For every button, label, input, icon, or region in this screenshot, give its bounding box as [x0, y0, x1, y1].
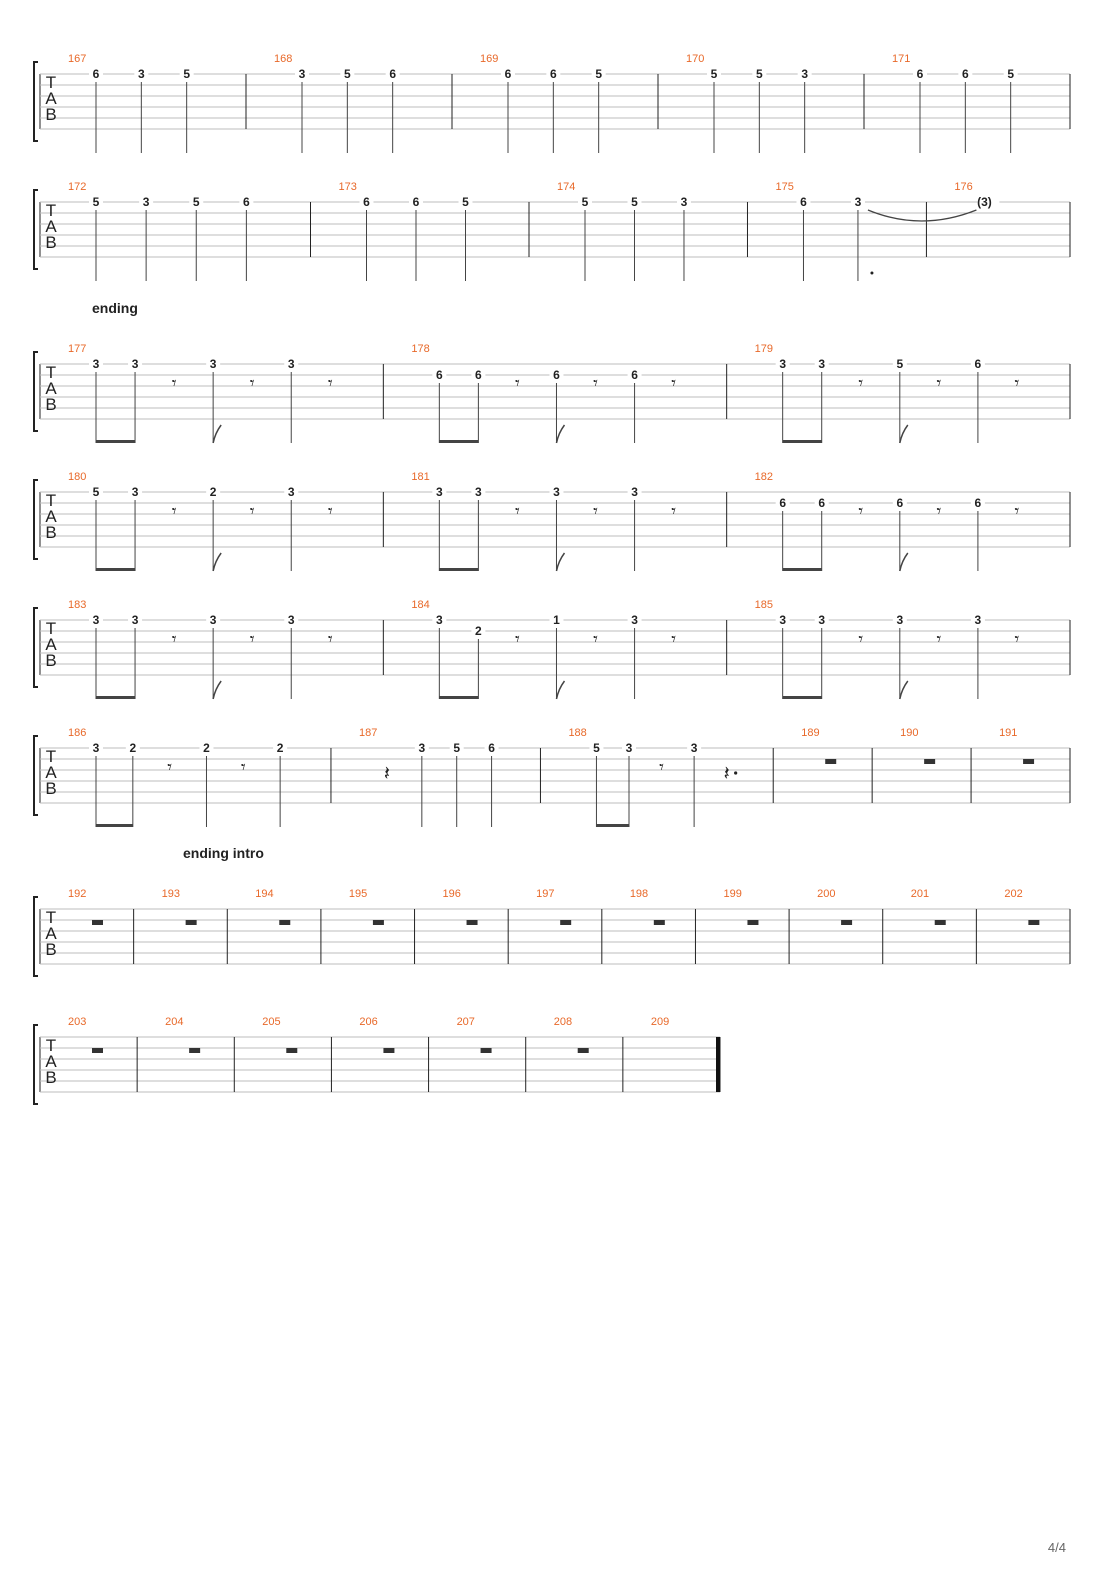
- fret-number: 3: [131, 357, 139, 371]
- fret-number: 6: [488, 741, 495, 755]
- fret-number: 3: [287, 485, 295, 499]
- measure-number: 185: [754, 599, 774, 611]
- multi-beat-rest: [373, 920, 384, 925]
- tab-system: [34, 471, 1070, 571]
- eighth-rest: 𝄾: [515, 501, 520, 522]
- eighth-rest: 𝄾: [858, 501, 864, 522]
- fret-number: 2: [203, 741, 210, 755]
- eighth-rest: 𝄾: [171, 629, 177, 650]
- fret-number: 3: [92, 741, 100, 755]
- multi-beat-rest: [189, 1048, 200, 1053]
- measure-number: 198: [629, 888, 649, 900]
- fret-number: 3: [553, 485, 560, 499]
- tab-clef-letter: A: [45, 635, 57, 654]
- measure-number: 201: [910, 888, 930, 900]
- multi-beat-rest: [383, 1048, 394, 1053]
- tab-system: [34, 181, 1070, 281]
- measure-number: 193: [161, 888, 180, 900]
- multi-beat-rest: [560, 920, 571, 925]
- tab-clef-letter: T: [45, 908, 57, 927]
- measure-number: 174: [556, 181, 576, 193]
- section-label: ending intro: [183, 845, 264, 861]
- eighth-rest: 𝄾: [671, 629, 677, 650]
- eighth-flag: [556, 553, 564, 571]
- measure-number: 173: [338, 181, 357, 193]
- tab-clef-letter: B: [45, 523, 57, 542]
- eighth-rest: 𝄾: [171, 373, 177, 394]
- tab-system: [34, 300, 1070, 443]
- fret-number: 3: [435, 613, 443, 627]
- beam: [96, 440, 135, 443]
- fret-number: 6: [916, 67, 924, 81]
- eighth-flag: [900, 553, 908, 571]
- measure-number: 197: [536, 888, 555, 900]
- tab-clef-letter: B: [45, 651, 57, 670]
- fret-number: 6: [779, 496, 787, 510]
- multi-beat-rest: [1023, 759, 1034, 764]
- tie: [868, 210, 976, 221]
- fret-number: 3: [142, 195, 150, 209]
- page-number: 4/4: [1047, 1540, 1066, 1555]
- fret-number: 6: [92, 67, 100, 81]
- fret-number: 6: [435, 368, 443, 382]
- eighth-rest: 𝄾: [171, 501, 177, 522]
- eighth-rest: 𝄾: [249, 501, 255, 522]
- fret-number: 5: [593, 741, 600, 755]
- tab-clef-letter: B: [45, 1068, 57, 1087]
- fret-number: 1: [553, 613, 560, 627]
- final-barline: [716, 1037, 720, 1092]
- tab-system: [34, 727, 1070, 827]
- fret-number: 3: [209, 613, 217, 627]
- system-bracket: [34, 1025, 38, 1104]
- multi-beat-rest: [825, 759, 836, 764]
- tab-clef-letter: T: [45, 363, 57, 382]
- fret-number: 6: [412, 195, 420, 209]
- system-bracket: [34, 480, 38, 559]
- measure-number: 171: [892, 53, 911, 65]
- fret-number: 2: [475, 624, 482, 638]
- eighth-rest: 𝄾: [936, 629, 942, 650]
- system-bracket: [34, 352, 38, 431]
- fret-number: 5: [343, 67, 351, 81]
- measure-number: 199: [723, 888, 742, 900]
- system-bracket: [34, 608, 38, 687]
- measure-number: 170: [686, 53, 705, 65]
- fret-number: 6: [974, 357, 982, 371]
- eighth-rest: 𝄾: [515, 629, 520, 650]
- fret-number: 3: [896, 613, 904, 627]
- tab-clef-letter: T: [45, 1036, 57, 1055]
- fret-number: 3: [801, 67, 809, 81]
- tab-clef-letter: B: [45, 940, 57, 959]
- eighth-rest: 𝄾: [327, 629, 333, 650]
- beam: [783, 440, 822, 443]
- eighth-rest: 𝄾: [327, 501, 333, 522]
- tab-clef-letter: A: [45, 379, 57, 398]
- beam: [783, 696, 822, 699]
- eighth-rest: 𝄾: [858, 629, 864, 650]
- multi-beat-rest: [935, 920, 946, 925]
- measure-number: 206: [359, 1016, 378, 1028]
- measure-number: 200: [817, 888, 836, 900]
- fret-number: 3: [974, 613, 982, 627]
- measure-number: 169: [480, 53, 499, 65]
- eighth-flag: [213, 553, 221, 571]
- fret-number: 3: [137, 67, 145, 81]
- fret-number: 2: [129, 741, 137, 755]
- eighth-flag: [556, 681, 564, 699]
- measure-number: 172: [68, 181, 87, 193]
- fret-number: 3: [435, 485, 443, 499]
- fret-number: 3: [625, 741, 633, 755]
- fret-number: 6: [389, 67, 397, 81]
- multi-beat-rest: [578, 1048, 589, 1053]
- fret-number: 3: [92, 613, 100, 627]
- tab-clef-letter: B: [45, 105, 57, 124]
- eighth-rest: 𝄾: [249, 373, 255, 394]
- tab-clef-letter: T: [45, 619, 57, 638]
- beam: [439, 568, 478, 571]
- measure-number: 177: [68, 343, 87, 355]
- eighth-rest: 𝄾: [240, 757, 246, 778]
- eighth-flag: [900, 425, 908, 443]
- eighth-rest: 𝄾: [659, 757, 664, 778]
- fret-number: 3: [690, 741, 698, 755]
- fret-number: 6: [631, 368, 638, 382]
- fret-number: 5: [192, 195, 200, 209]
- system-bracket: [34, 190, 38, 269]
- beam: [96, 824, 133, 827]
- measure-number: 207: [456, 1016, 475, 1028]
- fret-number: (3): [977, 195, 992, 209]
- section-label: ending: [92, 300, 138, 316]
- multi-beat-rest: [747, 920, 758, 925]
- measure-number: 175: [775, 181, 794, 193]
- measure-number: 183: [68, 599, 87, 611]
- fret-number: 3: [287, 357, 295, 371]
- measure-number: 194: [255, 888, 274, 900]
- tab-clef-letter: T: [45, 491, 57, 510]
- measure-number: 179: [754, 343, 774, 355]
- multi-beat-rest: [92, 1048, 103, 1053]
- fret-number: 6: [961, 67, 969, 81]
- fret-number: 3: [418, 741, 426, 755]
- measure-number: 184: [411, 599, 430, 611]
- measure-number: 182: [754, 471, 774, 483]
- fret-number: 3: [779, 357, 787, 371]
- tab-clef-letter: A: [45, 217, 57, 236]
- fret-number: 3: [680, 195, 688, 209]
- measure-number: 192: [68, 888, 87, 900]
- beam: [596, 824, 629, 827]
- eighth-rest: 𝄾: [1014, 373, 1020, 394]
- beam: [783, 568, 822, 571]
- tab-clef-letter: T: [45, 201, 57, 220]
- beam: [439, 440, 478, 443]
- tab-clef-letter: A: [45, 1052, 57, 1071]
- measure-number: 186: [68, 727, 87, 739]
- eighth-rest: 𝄾: [515, 373, 520, 394]
- measure-number: 196: [442, 888, 461, 900]
- fret-number: 6: [818, 496, 826, 510]
- eighth-rest: 𝄾: [936, 373, 942, 394]
- tab-system: [34, 1016, 720, 1104]
- fret-number: 5: [462, 195, 469, 209]
- fret-number: 6: [363, 195, 370, 209]
- eighth-rest: 𝄾: [671, 373, 677, 394]
- fret-number: 5: [581, 195, 589, 209]
- duration-dot: [870, 272, 873, 275]
- fret-number: 3: [92, 357, 100, 371]
- tab-clef-letter: T: [45, 73, 57, 92]
- measure-number: 178: [411, 343, 430, 355]
- eighth-rest: 𝄾: [327, 373, 333, 394]
- tab-clef-letter: A: [45, 507, 57, 526]
- fret-number: 3: [209, 357, 217, 371]
- fret-number: 5: [1007, 67, 1015, 81]
- fret-number: 2: [209, 485, 217, 499]
- eighth-rest: 𝄾: [167, 757, 173, 778]
- system-bracket: [34, 62, 38, 141]
- eighth-rest: 𝄾: [858, 373, 864, 394]
- eighth-rest: 𝄾: [249, 629, 255, 650]
- tab-system: [34, 845, 1070, 976]
- fret-number: 5: [92, 195, 100, 209]
- system-bracket: [34, 736, 38, 815]
- measure-number: 208: [553, 1016, 573, 1028]
- fret-number: 5: [183, 67, 191, 81]
- fret-number: 6: [549, 67, 557, 81]
- measure-number: 188: [568, 727, 587, 739]
- eighth-flag: [213, 425, 221, 443]
- fret-number: 3: [475, 485, 482, 499]
- quarter-rest: 𝄽: [383, 761, 391, 785]
- multi-beat-rest: [1028, 920, 1039, 925]
- fret-number: 6: [475, 368, 482, 382]
- fret-number: 6: [800, 195, 807, 209]
- fret-number: 3: [854, 195, 862, 209]
- fret-number: 3: [818, 357, 826, 371]
- tab-system: [34, 53, 1070, 153]
- multi-beat-rest: [481, 1048, 492, 1053]
- multi-beat-rest: [841, 920, 852, 925]
- fret-number: 6: [243, 195, 250, 209]
- fret-number: 5: [92, 485, 100, 499]
- eighth-flag: [556, 425, 564, 443]
- beam: [439, 696, 478, 699]
- eighth-rest: 𝄾: [593, 501, 598, 522]
- measure-number: 190: [900, 727, 919, 739]
- tab-system: [34, 599, 1070, 699]
- multi-beat-rest: [924, 759, 935, 764]
- fret-number: 3: [287, 613, 295, 627]
- measure-number: 203: [68, 1016, 87, 1028]
- fret-number: 5: [453, 741, 461, 755]
- tab-clef-letter: B: [45, 395, 57, 414]
- fret-number: 6: [553, 368, 560, 382]
- system-bracket: [34, 897, 38, 976]
- beam: [96, 696, 135, 699]
- fret-number: 3: [779, 613, 787, 627]
- fret-number: 3: [818, 613, 826, 627]
- fret-number: 6: [974, 496, 982, 510]
- eighth-rest: 𝄾: [936, 501, 942, 522]
- fret-number: 5: [631, 195, 638, 209]
- multi-beat-rest: [467, 920, 478, 925]
- multi-beat-rest: [286, 1048, 297, 1053]
- tab-clef-letter: B: [45, 779, 57, 798]
- duration-dot: [734, 771, 737, 774]
- fret-number: 2: [276, 741, 284, 755]
- fret-number: 6: [504, 67, 512, 81]
- tab-clef-letter: T: [45, 747, 57, 766]
- eighth-rest: 𝄾: [671, 501, 677, 522]
- eighth-rest: 𝄾: [593, 373, 598, 394]
- measure-number: 187: [358, 727, 378, 739]
- measure-number: 209: [650, 1016, 670, 1028]
- beam: [96, 568, 135, 571]
- eighth-flag: [900, 681, 908, 699]
- multi-beat-rest: [186, 920, 197, 925]
- quarter-rest: 𝄽: [723, 761, 730, 785]
- measure-number: 176: [954, 181, 973, 193]
- fret-number: 3: [631, 613, 638, 627]
- eighth-rest: 𝄾: [1014, 501, 1020, 522]
- eighth-rest: 𝄾: [593, 629, 598, 650]
- multi-beat-rest: [92, 920, 103, 925]
- tab-clef-letter: B: [45, 233, 57, 252]
- fret-number: 5: [755, 67, 763, 81]
- fret-number: 5: [710, 67, 718, 81]
- eighth-flag: [213, 681, 221, 699]
- eighth-rest: 𝄾: [1014, 629, 1020, 650]
- tab-clef-letter: A: [45, 763, 57, 782]
- fret-number: 3: [131, 613, 139, 627]
- measure-number: 202: [1004, 888, 1023, 900]
- fret-number: 3: [631, 485, 638, 499]
- fret-number: 3: [298, 67, 306, 81]
- multi-beat-rest: [654, 920, 665, 925]
- fret-number: 5: [896, 357, 904, 371]
- measure-number: 189: [801, 727, 820, 739]
- fret-number: 5: [595, 67, 603, 81]
- measure-number: 181: [411, 471, 430, 483]
- tab-clef-letter: A: [45, 924, 57, 943]
- measure-number: 205: [262, 1016, 281, 1028]
- measure-number: 195: [348, 888, 368, 900]
- measure-number: 167: [68, 53, 87, 65]
- fret-number: 3: [131, 485, 139, 499]
- measure-number: 180: [68, 471, 87, 483]
- fret-number: 6: [896, 496, 904, 510]
- measure-number: 191: [999, 727, 1018, 739]
- multi-beat-rest: [279, 920, 290, 925]
- measure-number: 168: [274, 53, 293, 65]
- tab-clef-letter: A: [45, 89, 57, 108]
- measure-number: 204: [165, 1016, 184, 1028]
